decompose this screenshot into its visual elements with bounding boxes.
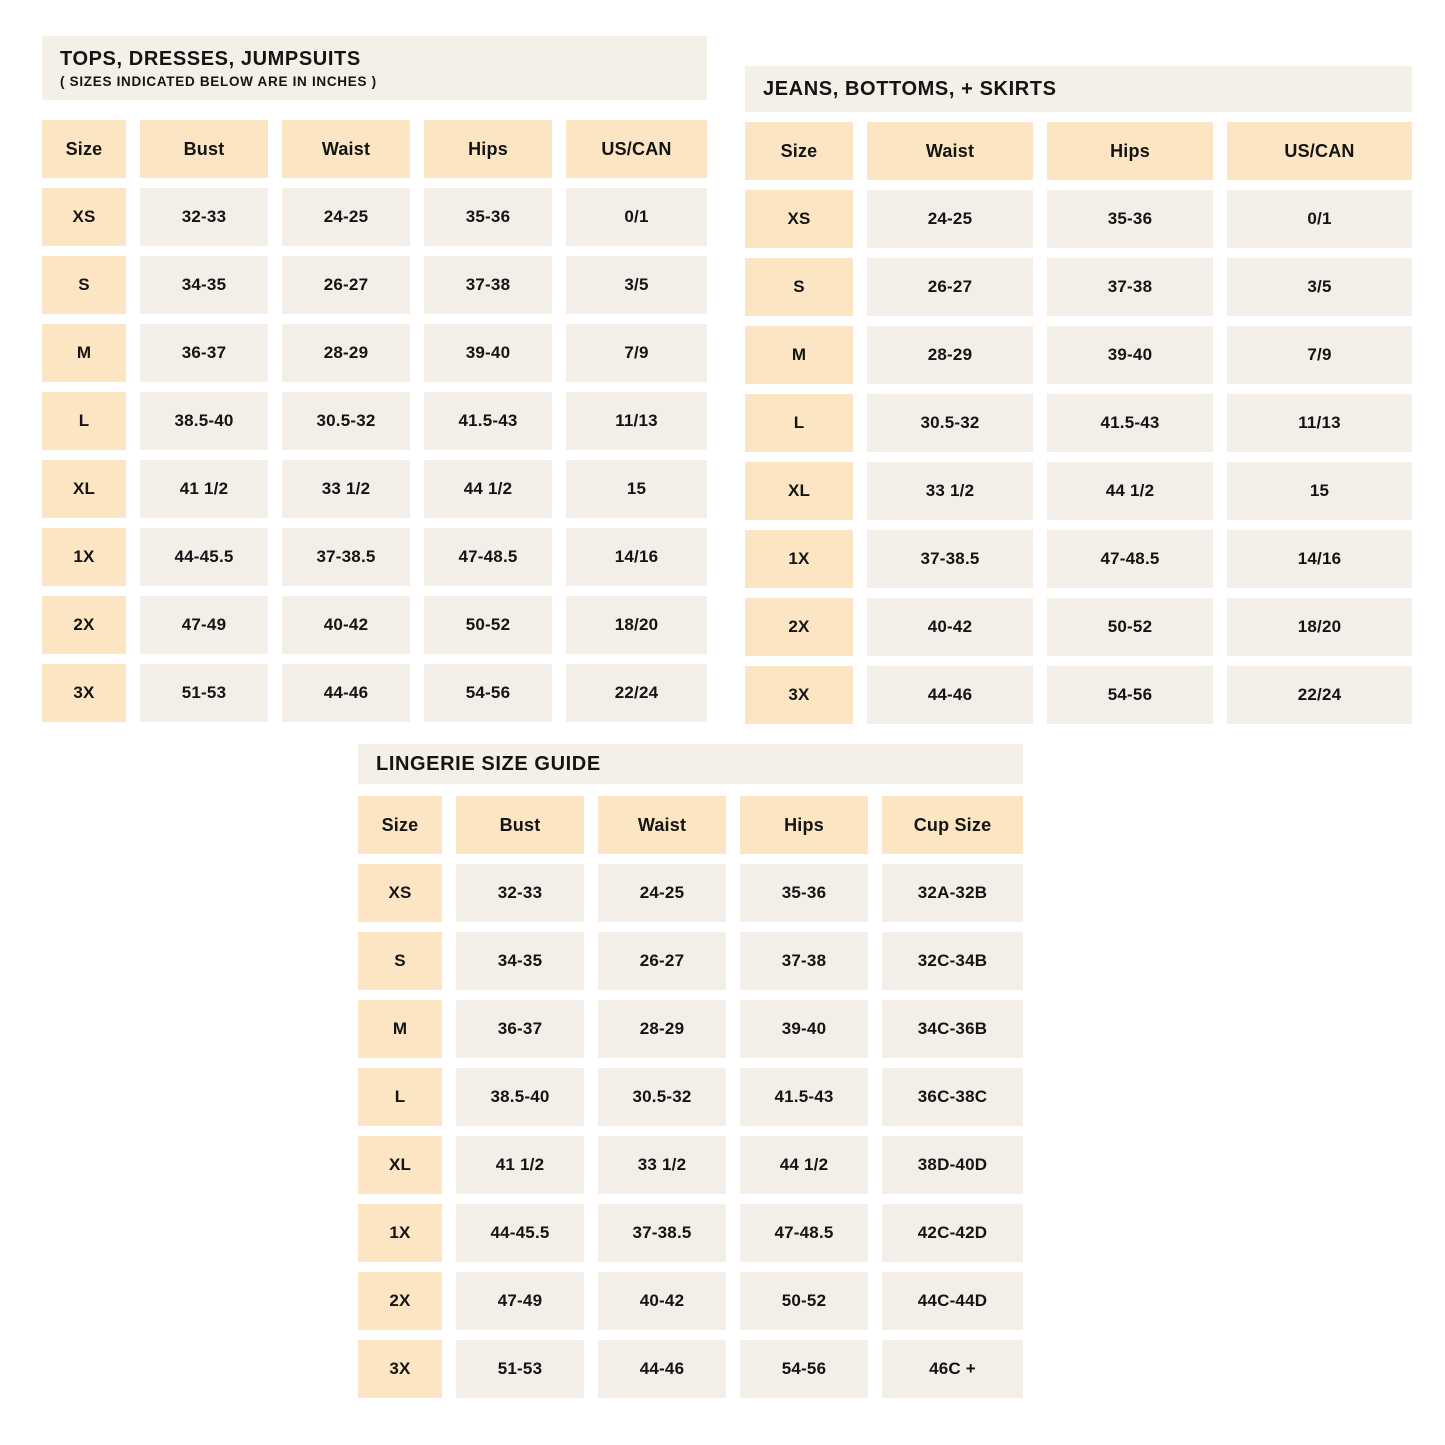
measurement-cell: 11/13 bbox=[566, 392, 707, 450]
measurement-cell: 44-45.5 bbox=[140, 528, 268, 586]
measurement-cell: 18/20 bbox=[566, 596, 707, 654]
measurement-cell: 34-35 bbox=[456, 932, 584, 990]
size-label-cell: 2X bbox=[42, 596, 126, 654]
measurement-cell: 44C-44D bbox=[882, 1272, 1023, 1330]
measurement-cell: 15 bbox=[1227, 462, 1412, 520]
lingerie-table-title-band bbox=[358, 744, 1023, 784]
tops-dresses-jumpsuits-table bbox=[42, 36, 707, 722]
tops-table-grid bbox=[42, 120, 707, 722]
measurement-cell: 44-45.5 bbox=[456, 1204, 584, 1262]
column-header-hips: Hips bbox=[424, 120, 552, 178]
measurement-cell: 37-38.5 bbox=[598, 1204, 726, 1262]
measurement-cell: 54-56 bbox=[1047, 666, 1213, 724]
measurement-cell: 24-25 bbox=[867, 190, 1033, 248]
size-label-cell: S bbox=[358, 932, 442, 990]
column-header-waist: Waist bbox=[867, 122, 1033, 180]
measurement-cell: 32A-32B bbox=[882, 864, 1023, 922]
jeans-table-title: JEANS, BOTTOMS, + SKIRTS bbox=[763, 77, 1057, 100]
measurement-cell: 44-46 bbox=[867, 666, 1033, 724]
measurement-cell: 37-38 bbox=[740, 932, 868, 990]
measurement-cell: 41.5-43 bbox=[740, 1068, 868, 1126]
jeans-table-title-band bbox=[745, 66, 1412, 112]
measurement-cell: 30.5-32 bbox=[867, 394, 1033, 452]
size-label-cell: 3X bbox=[42, 664, 126, 722]
measurement-cell: 50-52 bbox=[740, 1272, 868, 1330]
measurement-cell: 7/9 bbox=[1227, 326, 1412, 384]
measurement-cell: 11/13 bbox=[1227, 394, 1412, 452]
measurement-cell: 3/5 bbox=[1227, 258, 1412, 316]
measurement-cell: 24-25 bbox=[598, 864, 726, 922]
measurement-cell: 40-42 bbox=[282, 596, 410, 654]
measurement-cell: 36-37 bbox=[456, 1000, 584, 1058]
size-label-cell: XL bbox=[358, 1136, 442, 1194]
column-header-cup-size: Cup Size bbox=[882, 796, 1023, 854]
lingerie-size-guide-table bbox=[358, 744, 1023, 1398]
column-header-us-can: US/CAN bbox=[566, 120, 707, 178]
measurement-cell: 39-40 bbox=[1047, 326, 1213, 384]
measurement-cell: 34C-36B bbox=[882, 1000, 1023, 1058]
lingerie-table-grid bbox=[358, 796, 1023, 1398]
measurement-cell: 46C + bbox=[882, 1340, 1023, 1398]
measurement-cell: 47-49 bbox=[456, 1272, 584, 1330]
size-label-cell: XS bbox=[42, 188, 126, 246]
measurement-cell: 36C-38C bbox=[882, 1068, 1023, 1126]
tops-table-title: TOPS, DRESSES, JUMPSUITS bbox=[60, 47, 361, 70]
tops-table-subtitle: ( SIZES INDICATED BELOW ARE IN INCHES ) bbox=[60, 73, 377, 89]
size-label-cell: 1X bbox=[745, 530, 853, 588]
size-label-cell: L bbox=[42, 392, 126, 450]
column-header-size: Size bbox=[42, 120, 126, 178]
measurement-cell: 40-42 bbox=[867, 598, 1033, 656]
tops-table-title-band bbox=[42, 36, 707, 100]
size-label-cell: 2X bbox=[745, 598, 853, 656]
measurement-cell: 47-48.5 bbox=[424, 528, 552, 586]
size-label-cell: 1X bbox=[358, 1204, 442, 1262]
size-label-cell: 3X bbox=[745, 666, 853, 724]
measurement-cell: 51-53 bbox=[456, 1340, 584, 1398]
measurement-cell: 47-49 bbox=[140, 596, 268, 654]
measurement-cell: 22/24 bbox=[1227, 666, 1412, 724]
size-label-cell: XS bbox=[358, 864, 442, 922]
size-label-cell: 2X bbox=[358, 1272, 442, 1330]
column-header-waist: Waist bbox=[282, 120, 410, 178]
measurement-cell: 30.5-32 bbox=[598, 1068, 726, 1126]
measurement-cell: 14/16 bbox=[1227, 530, 1412, 588]
column-header-size: Size bbox=[358, 796, 442, 854]
lingerie-table-title: LINGERIE SIZE GUIDE bbox=[376, 752, 601, 775]
measurement-cell: 37-38 bbox=[424, 256, 552, 314]
measurement-cell: 28-29 bbox=[598, 1000, 726, 1058]
measurement-cell: 32-33 bbox=[456, 864, 584, 922]
measurement-cell: 33 1/2 bbox=[867, 462, 1033, 520]
measurement-cell: 44 1/2 bbox=[424, 460, 552, 518]
measurement-cell: 37-38.5 bbox=[867, 530, 1033, 588]
column-header-waist: Waist bbox=[598, 796, 726, 854]
column-header-hips: Hips bbox=[1047, 122, 1213, 180]
measurement-cell: 28-29 bbox=[282, 324, 410, 382]
measurement-cell: 42C-42D bbox=[882, 1204, 1023, 1262]
measurement-cell: 26-27 bbox=[282, 256, 410, 314]
size-label-cell: 3X bbox=[358, 1340, 442, 1398]
measurement-cell: 30.5-32 bbox=[282, 392, 410, 450]
measurement-cell: 0/1 bbox=[566, 188, 707, 246]
measurement-cell: 41.5-43 bbox=[424, 392, 552, 450]
measurement-cell: 3/5 bbox=[566, 256, 707, 314]
size-label-cell: XS bbox=[745, 190, 853, 248]
measurement-cell: 47-48.5 bbox=[1047, 530, 1213, 588]
measurement-cell: 41.5-43 bbox=[1047, 394, 1213, 452]
measurement-cell: 44 1/2 bbox=[740, 1136, 868, 1194]
measurement-cell: 0/1 bbox=[1227, 190, 1412, 248]
measurement-cell: 32C-34B bbox=[882, 932, 1023, 990]
column-header-us-can: US/CAN bbox=[1227, 122, 1412, 180]
measurement-cell: 39-40 bbox=[740, 1000, 868, 1058]
measurement-cell: 24-25 bbox=[282, 188, 410, 246]
measurement-cell: 35-36 bbox=[740, 864, 868, 922]
size-label-cell: M bbox=[42, 324, 126, 382]
measurement-cell: 41 1/2 bbox=[140, 460, 268, 518]
measurement-cell: 54-56 bbox=[740, 1340, 868, 1398]
size-label-cell: S bbox=[745, 258, 853, 316]
size-label-cell: XL bbox=[42, 460, 126, 518]
measurement-cell: 44-46 bbox=[282, 664, 410, 722]
measurement-cell: 44-46 bbox=[598, 1340, 726, 1398]
measurement-cell: 50-52 bbox=[1047, 598, 1213, 656]
measurement-cell: 32-33 bbox=[140, 188, 268, 246]
size-label-cell: L bbox=[358, 1068, 442, 1126]
size-label-cell: M bbox=[745, 326, 853, 384]
column-header-hips: Hips bbox=[740, 796, 868, 854]
measurement-cell: 36-37 bbox=[140, 324, 268, 382]
measurement-cell: 22/24 bbox=[566, 664, 707, 722]
measurement-cell: 35-36 bbox=[424, 188, 552, 246]
measurement-cell: 26-27 bbox=[867, 258, 1033, 316]
size-label-cell: 1X bbox=[42, 528, 126, 586]
measurement-cell: 44 1/2 bbox=[1047, 462, 1213, 520]
size-label-cell: M bbox=[358, 1000, 442, 1058]
measurement-cell: 38D-40D bbox=[882, 1136, 1023, 1194]
measurement-cell: 28-29 bbox=[867, 326, 1033, 384]
jeans-table-grid bbox=[745, 122, 1412, 724]
column-header-bust: Bust bbox=[456, 796, 584, 854]
measurement-cell: 37-38.5 bbox=[282, 528, 410, 586]
measurement-cell: 41 1/2 bbox=[456, 1136, 584, 1194]
measurement-cell: 33 1/2 bbox=[598, 1136, 726, 1194]
column-header-bust: Bust bbox=[140, 120, 268, 178]
measurement-cell: 34-35 bbox=[140, 256, 268, 314]
measurement-cell: 35-36 bbox=[1047, 190, 1213, 248]
measurement-cell: 38.5-40 bbox=[456, 1068, 584, 1126]
measurement-cell: 26-27 bbox=[598, 932, 726, 990]
measurement-cell: 54-56 bbox=[424, 664, 552, 722]
measurement-cell: 33 1/2 bbox=[282, 460, 410, 518]
measurement-cell: 7/9 bbox=[566, 324, 707, 382]
measurement-cell: 51-53 bbox=[140, 664, 268, 722]
measurement-cell: 50-52 bbox=[424, 596, 552, 654]
size-label-cell: L bbox=[745, 394, 853, 452]
measurement-cell: 40-42 bbox=[598, 1272, 726, 1330]
column-header-size: Size bbox=[745, 122, 853, 180]
jeans-bottoms-skirts-table bbox=[745, 66, 1412, 724]
measurement-cell: 47-48.5 bbox=[740, 1204, 868, 1262]
measurement-cell: 37-38 bbox=[1047, 258, 1213, 316]
measurement-cell: 14/16 bbox=[566, 528, 707, 586]
size-label-cell: S bbox=[42, 256, 126, 314]
size-label-cell: XL bbox=[745, 462, 853, 520]
measurement-cell: 15 bbox=[566, 460, 707, 518]
measurement-cell: 18/20 bbox=[1227, 598, 1412, 656]
measurement-cell: 39-40 bbox=[424, 324, 552, 382]
measurement-cell: 38.5-40 bbox=[140, 392, 268, 450]
